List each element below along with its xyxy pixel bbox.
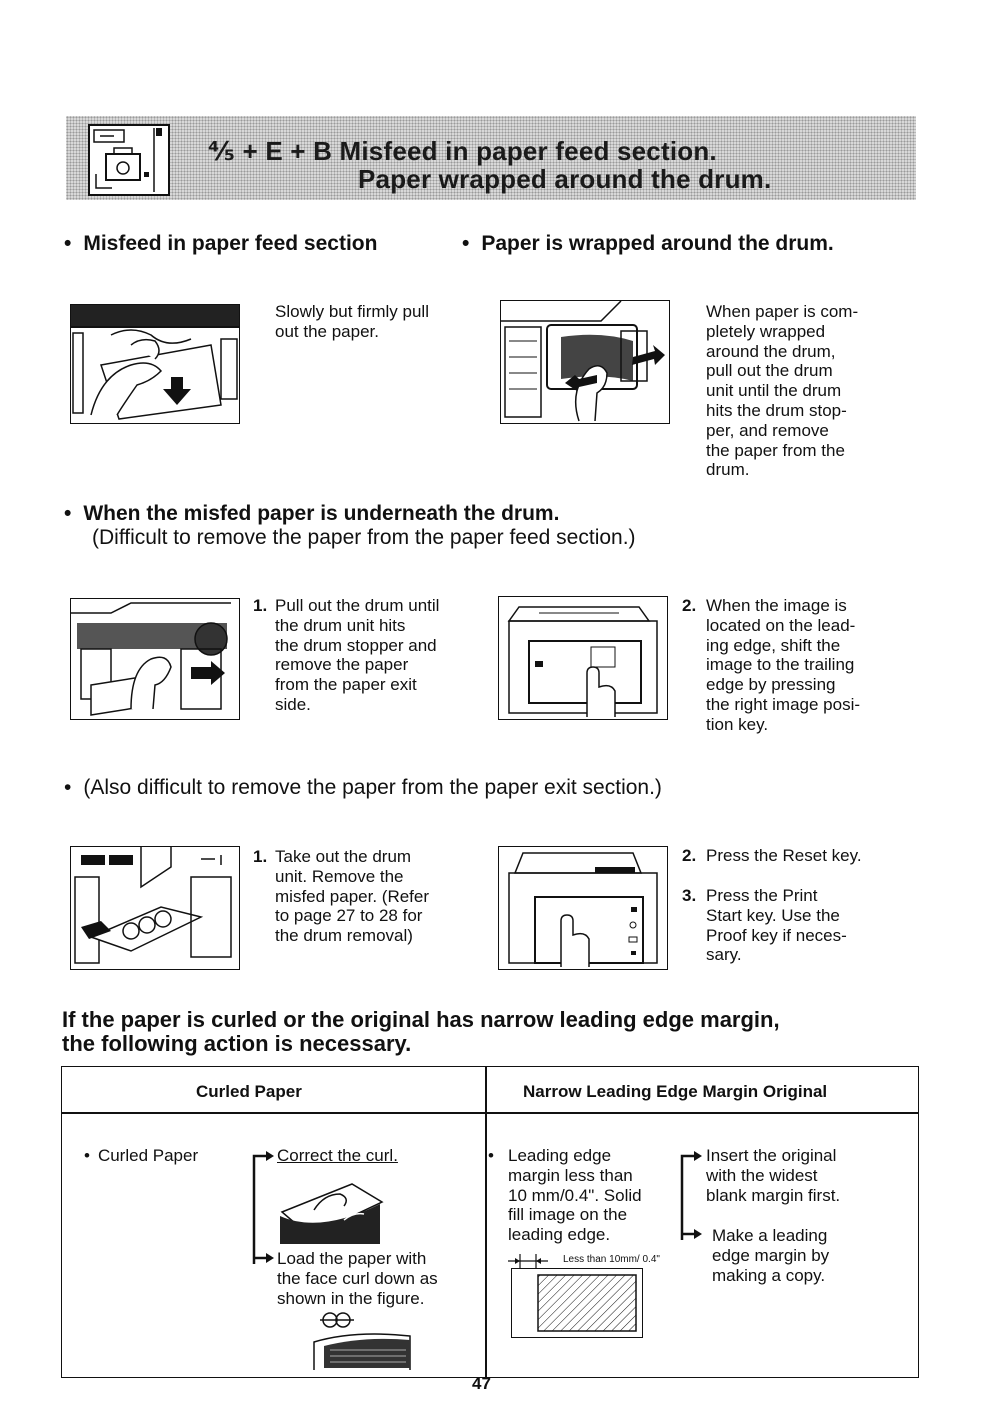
figure-correct-curl — [274, 1170, 390, 1246]
table-header-narrow-margin: Narrow Leading Edge Margin Original — [523, 1082, 828, 1101]
step1-num: 1. — [253, 596, 268, 615]
figure-pull-out-drum — [70, 598, 240, 720]
text-shift-image-step: When the image is located on the lead- ing edge, shift the image to the trailing edge by pressing the right image posi- tion key. — [706, 596, 861, 734]
heading-curl-line1: If the paper is curled or the original has narrow leading edge margin, — [62, 1007, 780, 1032]
text-leading-edge-margin: Leading edge margin less than 10 mm/0.4". Solid fill image on the leading edge. — [508, 1146, 642, 1245]
margin-dimension-arrows — [508, 1254, 548, 1268]
text-paper-completely-wrapped: When paper is com- pletely wrapped around the drum, pull out the drum unit until the drum hits the drum stop- per, and remove the paper from the drum. — [706, 302, 859, 480]
step2-num: 2. — [682, 596, 697, 615]
text-load-paper-curl-down: Load the paper with the face curl down as shown in the figure. — [277, 1249, 438, 1308]
text-insert-widest-margin: Insert the original with the widest blank margin first. — [706, 1146, 841, 1205]
header-title-line2: Paper wrapped around the drum. — [358, 164, 772, 194]
figure-paper-stack-curl — [310, 1310, 414, 1372]
figure-control-panel-keys — [498, 846, 668, 970]
bracket-arrows-margin — [678, 1150, 704, 1242]
heading-paper-wrapped-drum: • Paper is wrapped around the drum. — [462, 232, 834, 255]
text-take-out-drum-step: Take out the drum unit. Remove the misfed paper. (Refer to page 27 to 28 for the drum removal) — [275, 847, 430, 946]
copier-misfeed-icon — [88, 124, 170, 196]
text-pull-out-drum-step: Pull out the drum until the drum unit hits the drum stopper and remove the paper from the paper exit side. — [275, 596, 440, 714]
figure-image-position-key — [498, 596, 668, 720]
figure-paper-wrapped-drum — [500, 300, 670, 424]
step2-num-exit: 2. — [682, 846, 697, 865]
step3-num-exit: 3. — [682, 886, 697, 905]
text-press-reset: Press the Reset key. — [706, 846, 862, 865]
heading-misfed-underneath-drum: • When the misfed paper is underneath the drum. — [64, 502, 559, 525]
label-curled-paper: • Curled Paper — [84, 1146, 199, 1165]
header-title-line1: ⅘ + E + B Misfeed in paper feed section. — [208, 136, 717, 166]
note-difficult-feed-section: (Difficult to remove the paper from the paper feed section.) — [92, 526, 636, 549]
text-slowly-pull-paper: Slowly but firmly pull out the paper. — [275, 302, 429, 341]
figure-take-out-drum — [70, 846, 240, 970]
text-correct-curl: Correct the curl. — [277, 1146, 398, 1165]
page-number: 47 — [472, 1374, 491, 1393]
step1-num-exit: 1. — [253, 847, 268, 866]
heading-difficult-exit-section: • (Also difficult to remove the paper from the paper exit section.) — [64, 776, 662, 800]
bracket-arrows-curl — [250, 1150, 276, 1266]
figure-solid-fill-original — [511, 1268, 643, 1338]
label-less-than-10mm: Less than 10mm/ 0.4" — [563, 1254, 660, 1265]
text-make-leading-margin: Make a leading edge margin by making a copy. — [712, 1226, 830, 1285]
bullet-leading-edge: • — [488, 1146, 494, 1165]
table-header-divider — [61, 1112, 919, 1114]
figure-pull-out-paper — [70, 304, 240, 424]
table-header-curled: Curled Paper — [196, 1082, 302, 1101]
text-press-print-start: Press the Print Start key. Use the Proof key if neces- sary. — [706, 886, 847, 965]
heading-misfeed-paper-feed: • Misfeed in paper feed section — [64, 232, 377, 255]
heading-curl-line2: the following action is necessary. — [62, 1031, 412, 1056]
